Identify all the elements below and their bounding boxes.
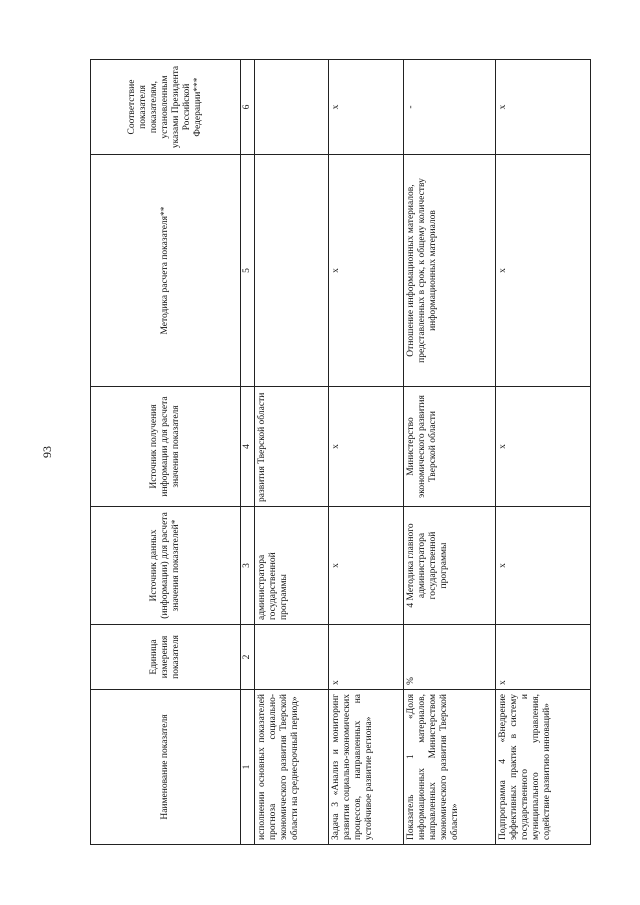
cell-method: x — [496, 155, 591, 387]
cell-compliance — [255, 60, 329, 155]
cell-indicator-name: Показатель 1 «Доля информационных материалов, направленных Министерством экономического развития Тверской области» — [404, 690, 496, 845]
cell-data-source: x — [329, 507, 404, 625]
header-method: Методика расчета показателя** — [91, 155, 241, 387]
cell-unit: % — [404, 625, 496, 690]
table-row — [329, 60, 404, 845]
cell-unit: x — [329, 625, 404, 690]
header-info-source: Источник получения информации для расчета значения показателя — [91, 387, 241, 507]
rotated-table-inner — [90, 60, 590, 845]
cell-indicator-name: исполнении основных показателей прогноза социально-экономического развития Тверской области на среднесрочный период» — [255, 690, 329, 845]
cell-method: Отношение информационных материалов, представленных в срок, к общему количеству информационных материалов — [404, 155, 496, 387]
header-unit: Единица измерения показателя — [91, 625, 241, 690]
column-number: 4 — [241, 387, 255, 507]
cell-unit: x — [496, 625, 591, 690]
header-compliance: Соответствие показателя показателям, установленным указами Президента Российской Федерации*** — [91, 60, 241, 155]
cell-info-source: x — [496, 387, 591, 507]
cell-compliance: x — [329, 60, 404, 155]
indicator-table — [90, 59, 591, 845]
table-row — [255, 60, 329, 845]
cell-indicator-name: Подпрограмма 4 «Внедрение эффективных практик в систему государственного и муниципального управления, содействие развитию инноваций» — [496, 690, 591, 845]
column-number: 1 — [241, 690, 255, 845]
column-number: 6 — [241, 60, 255, 155]
column-number-row — [241, 60, 255, 845]
cell-data-source: x — [496, 507, 591, 625]
column-number: 2 — [241, 625, 255, 690]
header-indicator-name: Наименование показателя — [91, 690, 241, 845]
cell-method: x — [329, 155, 404, 387]
table-header-row — [91, 60, 241, 845]
cell-compliance: - — [404, 60, 496, 155]
rotated-table-wrapper — [90, 60, 590, 845]
cell-info-source: развития Тверской области — [255, 387, 329, 507]
column-number: 3 — [241, 507, 255, 625]
cell-info-source: x — [329, 387, 404, 507]
page-number: 93 — [40, 446, 54, 458]
cell-info-source: Министерство экономического развития Тверской области — [404, 387, 496, 507]
cell-data-source: 4 Методика главного администратора государственной программы — [404, 507, 496, 625]
table-row — [496, 60, 591, 845]
cell-indicator-name: Задача 3 «Анализ и мониторинг развития социально-экономических процессов, направленных на устойчивое развитие региона» — [329, 690, 404, 845]
column-number: 5 — [241, 155, 255, 387]
table-row — [404, 60, 496, 845]
cell-data-source: администратора государственной программы — [255, 507, 329, 625]
header-data-source: Источник данных (информации) для расчета значения показателей* — [91, 507, 241, 625]
cell-unit — [255, 625, 329, 690]
cell-method — [255, 155, 329, 387]
cell-compliance: x — [496, 60, 591, 155]
